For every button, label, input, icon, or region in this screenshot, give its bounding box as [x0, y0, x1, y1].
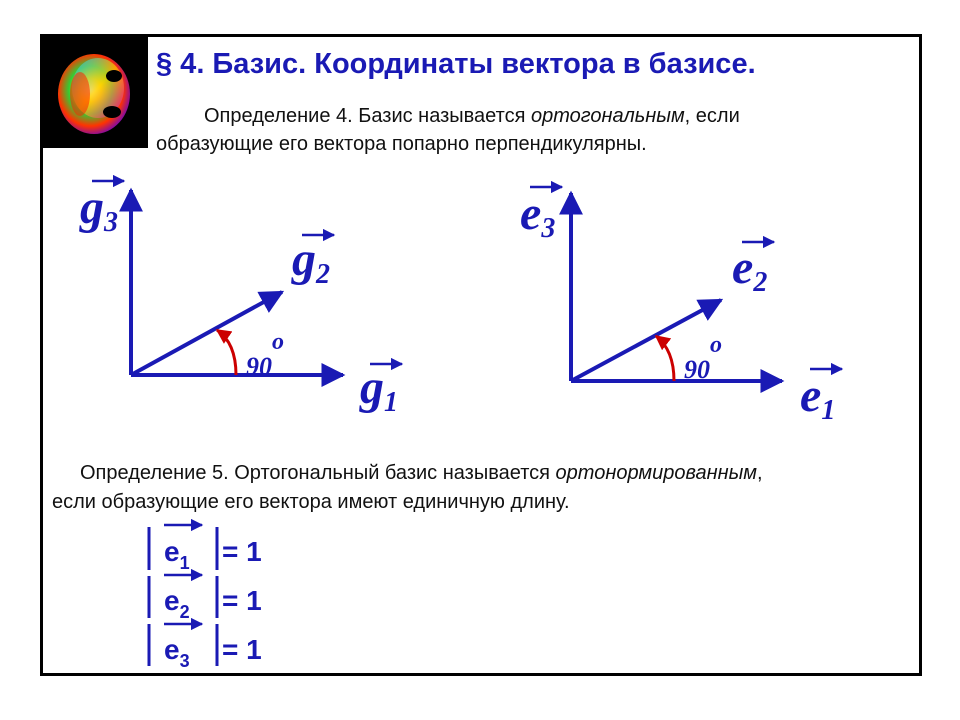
label-g3: g3: [80, 181, 118, 238]
label-g1: g1: [360, 361, 398, 418]
definition-5-line-1: [80, 459, 763, 487]
definition-4-lead: Определение 4. Базис называется: [204, 105, 531, 127]
label-e3: e3: [520, 187, 556, 244]
angle-arc-left: [217, 330, 236, 375]
page-title: § 4. Базис. Координаты вектора в базисе.: [156, 48, 756, 80]
norm-e1: $e_1$: [164, 536, 190, 573]
angle-label-right: 90o: [684, 332, 722, 384]
definition-4-term: ортогональным: [530, 105, 685, 127]
definition-4-line-2: образующие его вектора попарно перпендикулярны.: [156, 133, 647, 155]
norm-e3: $e_3$: [164, 634, 190, 671]
definition-5-term: ортонормированным: [555, 462, 758, 484]
definition-5-tail: ,: [757, 462, 763, 484]
definition-5-lead: Определение 5. Ортогональный базис называется: [80, 462, 556, 484]
definition-5-line-2: если образующие его вектора имеют единичную длину.: [52, 491, 570, 513]
norm-e1-value: = 1: [222, 536, 262, 567]
label-e2: e2: [732, 241, 768, 298]
label-e1: e1: [800, 369, 836, 426]
norm-e2: $e_2$: [164, 585, 190, 622]
angle-label-left: 90o: [246, 329, 284, 381]
norm-e3-value: = 1: [222, 634, 262, 665]
label-g2: g2: [292, 233, 330, 290]
definition-4-tail: , если: [684, 105, 740, 127]
figure-left: [92, 181, 402, 375]
angle-arc-right: [656, 336, 674, 381]
figure-right: [530, 187, 842, 381]
norm-e2-value: = 1: [222, 585, 262, 616]
